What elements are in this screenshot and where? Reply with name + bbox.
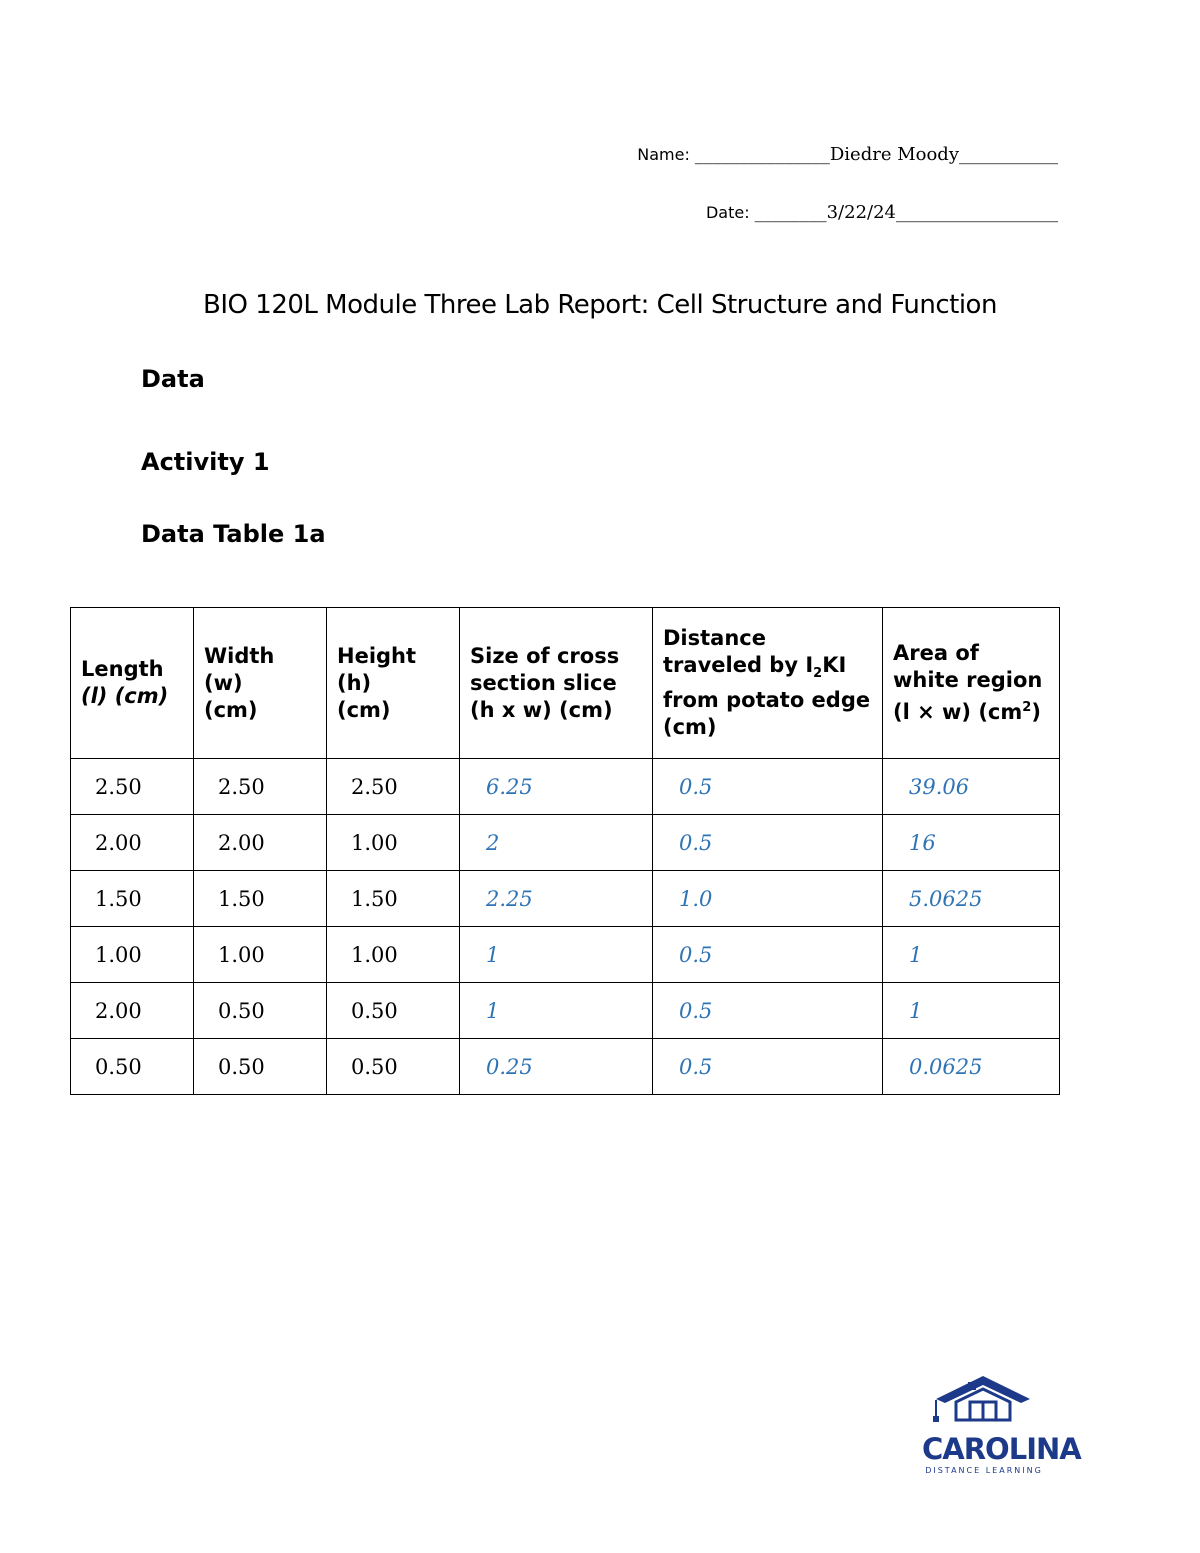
logo-subtext: DISTANCE LEARNING — [925, 1466, 1043, 1475]
table-cell: 0.5 — [653, 759, 883, 815]
date-label: Date: — [705, 203, 750, 222]
table-cell: 39.06 — [883, 759, 1060, 815]
table-cell: 2.00 — [194, 815, 327, 871]
table-cell: 0.50 — [327, 1039, 460, 1095]
section-heading-activity: Activity 1 — [141, 448, 270, 476]
table-cell: 2 — [460, 815, 653, 871]
table-cell: 0.50 — [194, 983, 327, 1039]
date-value: ________3/22/24__________________ — [754, 202, 1058, 223]
data-table-1a — [70, 607, 1060, 1095]
table-cell: 1.0 — [653, 871, 883, 927]
table-cell: 0.5 — [653, 815, 883, 871]
table-cell: 0.50 — [194, 1039, 327, 1095]
date-line — [706, 202, 1058, 223]
table-cell: 16 — [883, 815, 1060, 871]
table-row — [71, 871, 1060, 927]
section-heading-table: Data Table 1a — [141, 520, 326, 548]
table-cell: 2.50 — [327, 759, 460, 815]
table-row — [71, 759, 1060, 815]
table-cell: 1.00 — [327, 927, 460, 983]
header-height: Height (h) (cm) — [327, 608, 460, 759]
table-row — [71, 1039, 1060, 1095]
table-cell: 0.50 — [71, 1039, 194, 1095]
logo-wordmark: CAROLINA — [922, 1432, 1081, 1466]
document-title: BIO 120L Module Three Lab Report: Cell Structure and Function — [203, 290, 997, 320]
table-row — [71, 983, 1060, 1039]
name-line — [637, 144, 1058, 165]
name-label: Name: — [637, 145, 690, 164]
table-cell: 1.50 — [194, 871, 327, 927]
table-cell: 2.50 — [194, 759, 327, 815]
table-cell: 0.5 — [653, 927, 883, 983]
table-cell: 2.25 — [460, 871, 653, 927]
table-header-row — [71, 608, 1060, 759]
table-cell: 1.50 — [71, 871, 194, 927]
table-cell: 1 — [883, 983, 1060, 1039]
table-row — [71, 815, 1060, 871]
table-cell: 0.25 — [460, 1039, 653, 1095]
table-row — [71, 927, 1060, 983]
table-cell: 2.00 — [71, 815, 194, 871]
table-cell: 1.00 — [194, 927, 327, 983]
table-cell: 1.50 — [327, 871, 460, 927]
table-cell: 1 — [460, 983, 653, 1039]
table-cell: 0.0625 — [883, 1039, 1060, 1095]
table-cell: 1.00 — [327, 815, 460, 871]
section-heading-data: Data — [141, 365, 205, 393]
table-cell: 0.50 — [327, 983, 460, 1039]
table-cell: 6.25 — [460, 759, 653, 815]
header-distance-traveled: Distance traveled by $I_2KI$ from potato edge (cm) — [653, 608, 883, 759]
header-length: Length (l) (cm) — [71, 608, 194, 759]
name-value: _______________Diedre Moody___________ — [694, 144, 1058, 165]
header-cross-section-size: Size of cross section slice (h x w) (cm) — [460, 608, 653, 759]
table-cell: 1 — [883, 927, 1060, 983]
header-white-region-area: Area of white region (l × w) $(cm^2)$ — [883, 608, 1060, 759]
table-cell: 5.0625 — [883, 871, 1060, 927]
table-cell: 0.5 — [653, 1039, 883, 1095]
table-cell: 2.00 — [71, 983, 194, 1039]
table-cell: 1 — [460, 927, 653, 983]
table-cell: 0.5 — [653, 983, 883, 1039]
table-cell: 2.50 — [71, 759, 194, 815]
table-cell: 1.00 — [71, 927, 194, 983]
header-width: Width (w) (cm) — [194, 608, 327, 759]
